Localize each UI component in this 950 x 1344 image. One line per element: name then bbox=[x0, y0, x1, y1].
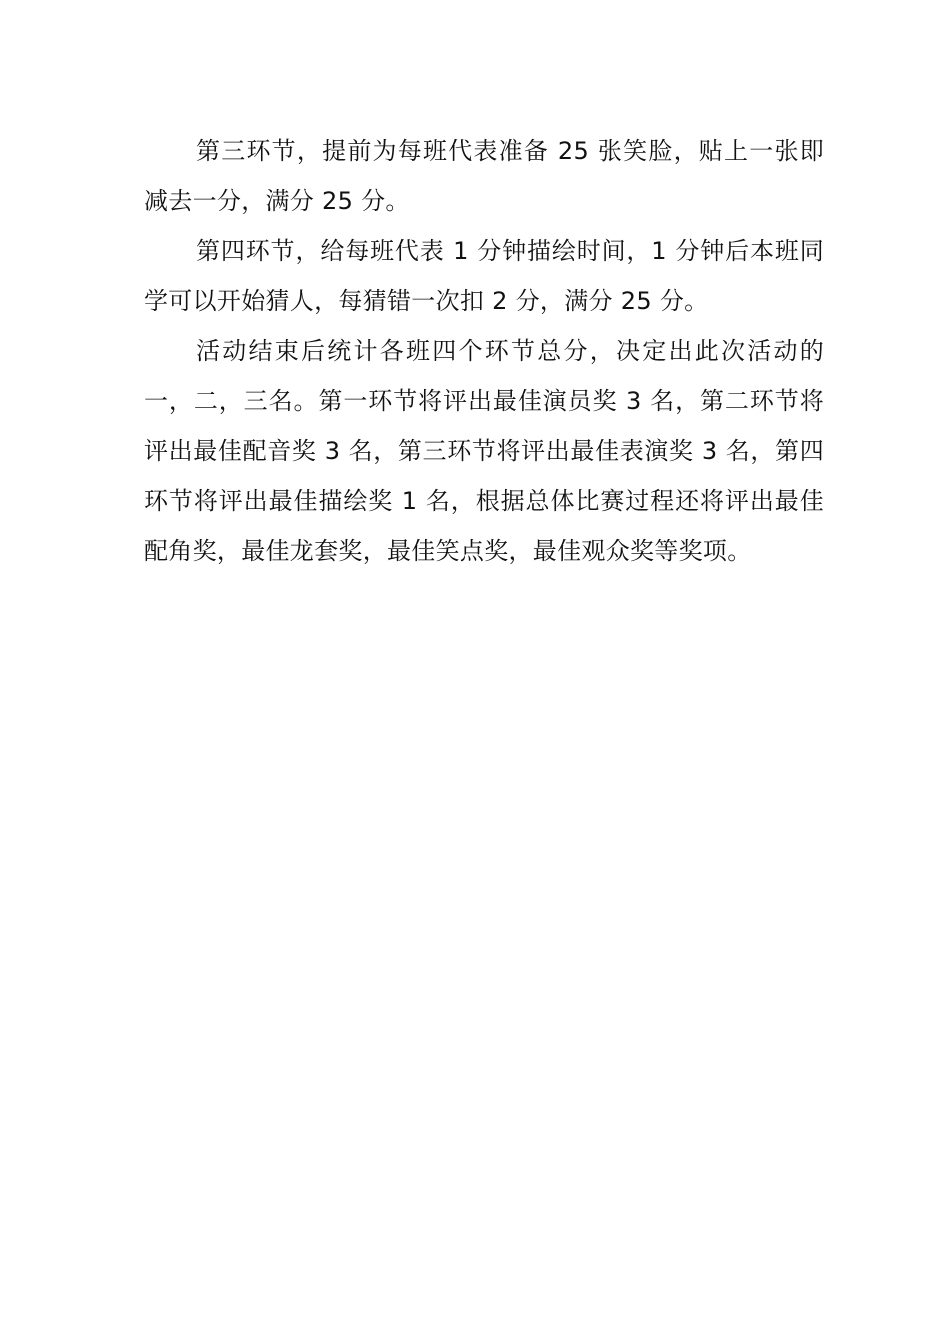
paragraph-fourth-stage: 第四环节，给每班代表 1 分钟描绘时间，1 分钟后本班同学可以开始猜人，每猜错一次扣 2 分，满分 25 分。 bbox=[144, 237, 824, 315]
paragraph-third-stage: 第三环节，提前为每班代表准备 25 张笑脸，贴上一张即减去一分，满分 25 分。 bbox=[144, 137, 824, 215]
document-body bbox=[144, 126, 824, 576]
paragraph-awards: 活动结束后统计各班四个环节总分，决定出此次活动的一，二，三名。第一环节将评出最佳演员奖 3 名，第二环节将评出最佳配音奖 3 名，第三环节将评出最佳表演奖 3 名，第四环节将评出最佳描绘奖 1 名，根据总体比赛过程还将评出最佳配角奖，最佳龙套奖，最佳笑点奖，最佳观众奖等奖项。 bbox=[144, 337, 824, 565]
